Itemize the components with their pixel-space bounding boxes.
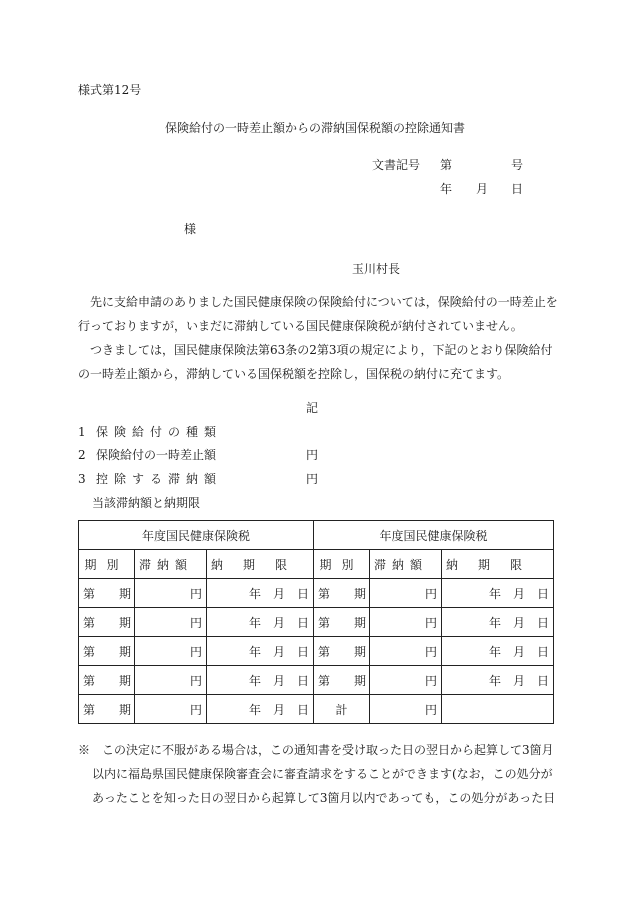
form-number: 様式第12号	[78, 83, 142, 97]
item-number: 3	[78, 472, 86, 486]
note-text: この決定に不服がある場合は，この通知書を受け取った日の翌日から起算して3箇月以内に福島県国民健康保険審査会に審査請求をすることができます(なお，この処分があったことを知った日の翌日から起算して3箇月以内であっても，この処分があった日	[92, 743, 556, 805]
date-day: 日	[511, 182, 524, 196]
table-column-header-row	[79, 550, 554, 579]
cell-amount: 円	[135, 579, 207, 608]
body-paragraph: つきましては，国民健康保険法第63条の2第3項の規定により，下記のとおり保険給付の一時差止額から，滞納している国保税額を控除し，国保税の納付に充てます。	[78, 343, 553, 381]
cell-amount: 円	[135, 637, 207, 666]
appeal-note	[78, 738, 558, 810]
cell-total-label: 計	[314, 695, 370, 724]
cell-period: 第 期	[314, 666, 370, 695]
cell-amount: 円	[370, 637, 442, 666]
cell-deadline: 年 月 日	[442, 579, 554, 608]
year-header: 年度国民健康保険税	[79, 521, 314, 550]
cell-amount: 円	[370, 579, 442, 608]
cell-deadline: 年 月 日	[207, 666, 314, 695]
cell-empty	[442, 695, 554, 724]
cell-period: 第 期	[79, 579, 135, 608]
doc-number-suffix: 号	[511, 158, 524, 172]
body-paragraph: 先に支給申請のありました国民健康保険の保険給付については，保険給付の一時差止を行っておりますが，いまだに滞納している国民健康保険税が納付されていません。	[78, 295, 558, 333]
cell-deadline: 年 月 日	[207, 695, 314, 724]
col-header-period: 期別	[79, 550, 135, 579]
cell-amount: 円	[370, 608, 442, 637]
table-row	[79, 608, 554, 637]
item-number: 2	[78, 448, 86, 462]
cell-period: 第 期	[314, 637, 370, 666]
col-header-deadline: 納期限	[442, 550, 554, 579]
delinquency-table	[78, 520, 554, 724]
cell-total-amount: 円	[370, 695, 442, 724]
item-number: 1	[78, 425, 86, 439]
ki-heading: 記	[306, 401, 319, 415]
item-unit: 円	[306, 472, 319, 486]
table-row	[79, 666, 554, 695]
col-header-period: 期別	[314, 550, 370, 579]
cell-amount: 円	[370, 666, 442, 695]
col-header-amount: 滞納額	[370, 550, 442, 579]
doc-number-label: 文書記号	[372, 158, 421, 172]
cell-period: 第 期	[314, 579, 370, 608]
cell-deadline: 年 月 日	[207, 579, 314, 608]
table-header-row	[79, 521, 554, 550]
item-label: 控除する滞納額	[96, 472, 223, 486]
cell-deadline: 年 月 日	[442, 608, 554, 637]
date-month: 月	[476, 182, 489, 196]
cell-period: 第 期	[79, 695, 135, 724]
table-row	[79, 579, 554, 608]
cell-amount: 円	[135, 666, 207, 695]
cell-period: 第 期	[79, 666, 135, 695]
sub-heading: 当該滞納額と納期限	[92, 496, 201, 510]
cell-deadline: 年 月 日	[442, 666, 554, 695]
date-year: 年	[440, 182, 453, 196]
cell-period: 第 期	[314, 608, 370, 637]
cell-amount: 円	[135, 695, 207, 724]
cell-period: 第 期	[79, 608, 135, 637]
appeal-note-paragraph	[78, 738, 558, 810]
item-unit: 円	[306, 448, 319, 462]
cell-amount: 円	[135, 608, 207, 637]
table-row	[79, 637, 554, 666]
sender-name: 玉川村長	[352, 262, 401, 276]
cell-period: 第 期	[79, 637, 135, 666]
item-label: 保険給付の種類	[96, 425, 223, 439]
cell-deadline: 年 月 日	[442, 637, 554, 666]
cell-deadline: 年 月 日	[207, 608, 314, 637]
table-row	[79, 695, 554, 724]
year-header: 年度国民健康保険税	[314, 521, 554, 550]
recipient-suffix: 様	[184, 222, 197, 236]
doc-number-prefix: 第	[440, 158, 453, 172]
note-mark: ※	[78, 743, 91, 757]
cell-deadline: 年 月 日	[207, 637, 314, 666]
body-text	[78, 290, 558, 386]
item-label: 保険給付の一時差止額	[96, 448, 217, 462]
col-header-amount: 滞納額	[135, 550, 207, 579]
col-header-deadline: 納期限	[207, 550, 314, 579]
document-title: 保険給付の一時差止額からの滞納国保税額の控除通知書	[164, 121, 465, 135]
